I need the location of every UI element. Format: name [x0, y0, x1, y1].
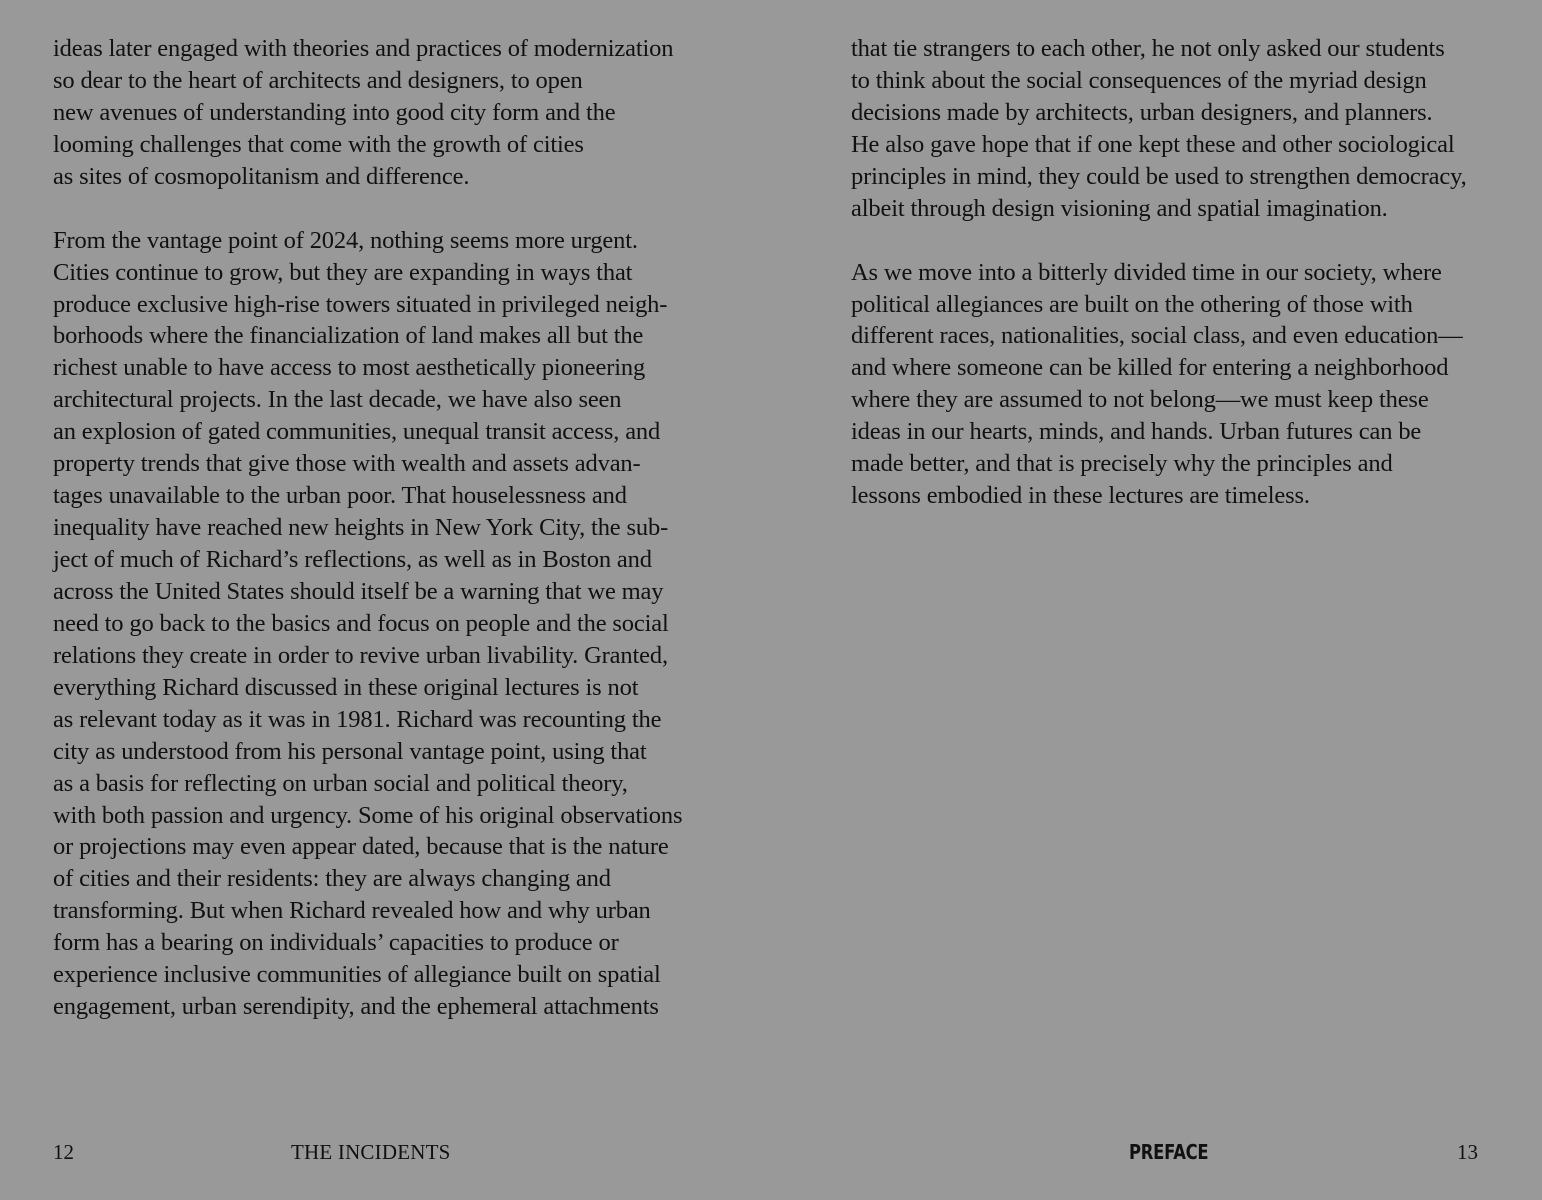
body-line: political allegiances are built on the othering of those with: [851, 290, 1413, 318]
body-line: ideas later engaged with theories and practices of modernization: [53, 35, 674, 62]
body-line: so dear to the heart of architects and designers, to open: [53, 66, 583, 94]
right-page: [771, 0, 1542, 1200]
left-page-body: [53, 33, 713, 1023]
body-line: or projections may even appear dated, because that is the nature: [53, 833, 669, 861]
body-line: relations they create in order to revive urban livability. Granted,: [53, 641, 668, 669]
body-line: principles in mind, they could be used to strengthen democracy,: [851, 162, 1467, 190]
right-page-body: [851, 33, 1531, 512]
body-line: He also gave hope that if one kept these and other sociological: [851, 130, 1455, 158]
running-head-right: PREFACE: [1129, 1140, 1209, 1164]
body-line: need to go back to the basics and focus on people and the social: [53, 609, 669, 637]
body-line: engagement, urban serendipity, and the ephemeral attachments: [53, 993, 659, 1021]
body-line: form has a bearing on individuals’ capacities to produce or: [53, 929, 619, 957]
running-head-left: THE INCIDENTS: [291, 1140, 451, 1164]
paragraph-break: [851, 225, 1531, 257]
body-line: transforming. But when Richard revealed how and why urban: [53, 897, 651, 925]
body-line: where they are assumed to not belong—we must keep these: [851, 386, 1429, 414]
body-line: lessons embodied in these lectures are timeless.: [851, 482, 1310, 510]
body-line: architectural projects. In the last decade, we have also seen: [53, 386, 622, 414]
body-line: produce exclusive high-rise towers situated in privileged neigh-: [53, 290, 668, 318]
body-line: Cities continue to grow, but they are expanding in ways that: [53, 258, 633, 286]
body-line: with both passion and urgency. Some of his original observations: [53, 801, 683, 829]
body-line: of cities and their residents: they are always changing and: [53, 865, 611, 893]
body-line: as relevant today as it was in 1981. Richard was recounting the: [53, 705, 662, 733]
page-number-right: 13: [1457, 1140, 1478, 1164]
body-line: across the United States should itself be a warning that we may: [53, 577, 664, 605]
body-line: that tie strangers to each other, he not only asked our students: [851, 35, 1445, 62]
body-line: albeit through design visioning and spatial imagination.: [851, 194, 1388, 222]
body-line: ject of much of Richard’s reflections, as well as in Boston and: [53, 546, 652, 573]
paragraph-break: [53, 193, 713, 225]
body-line: inequality have reached new heights in New York City, the sub-: [53, 514, 669, 542]
body-line: made better, and that is precisely why the principles and: [851, 450, 1393, 478]
body-line: as sites of cosmopolitanism and difference.: [53, 162, 470, 190]
body-line: richest unable to have access to most aesthetically pioneering: [53, 354, 646, 382]
body-line: different races, nationalities, social class, and even education—: [851, 322, 1463, 350]
page-number-left: 12: [53, 1140, 74, 1164]
body-line: property trends that give those with wealth and assets advan-: [53, 450, 641, 478]
body-line: to think about the social consequences of the myriad design: [851, 66, 1427, 94]
body-line: looming challenges that come with the growth of cities: [53, 130, 584, 158]
body-line: an explosion of gated communities, unequal transit access, and: [53, 418, 661, 446]
body-line: decisions made by architects, urban designers, and planners.: [851, 98, 1433, 126]
body-line: city as understood from his personal vantage point, using that: [53, 737, 647, 765]
body-line: everything Richard discussed in these original lectures is not: [53, 673, 639, 701]
body-line: borhoods where the financialization of land makes all but the: [53, 322, 644, 350]
body-line: From the vantage point of 2024, nothing seems more urgent.: [53, 226, 638, 254]
body-line: experience inclusive communities of allegiance built on spatial: [53, 961, 661, 989]
body-line: As we move into a bitterly divided time in our society, where: [851, 258, 1442, 286]
body-line: tages unavailable to the urban poor. That houselessness and: [53, 482, 627, 510]
body-line: ideas in our hearts, minds, and hands. Urban futures can be: [851, 418, 1422, 446]
body-line: as a basis for reflecting on urban social and political theory,: [53, 769, 628, 797]
body-line: and where someone can be killed for entering a neighborhood: [851, 354, 1449, 382]
body-line: new avenues of understanding into good city form and the: [53, 98, 616, 126]
